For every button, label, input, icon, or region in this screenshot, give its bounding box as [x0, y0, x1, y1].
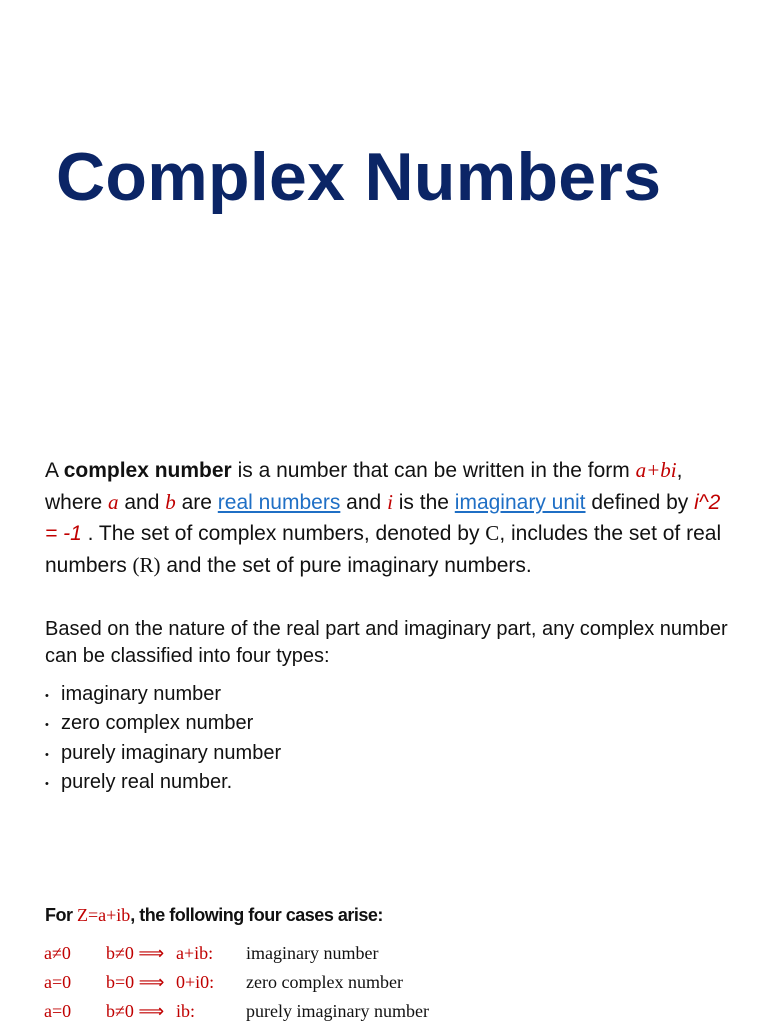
text: defined by — [585, 490, 695, 514]
page-title: Complex Numbers — [56, 139, 662, 215]
set-c: C — [485, 521, 500, 546]
bullet-icon: • — [45, 777, 49, 790]
text: and the set of pure imaginary numbers. — [160, 553, 532, 577]
cases-heading — [45, 905, 383, 926]
text: For — [45, 905, 77, 925]
term-complex-number: complex number — [63, 459, 232, 482]
text: and — [118, 490, 166, 514]
link-imaginary-unit[interactable]: imaginary unit — [454, 490, 586, 514]
form-expression: a+bi — [635, 458, 677, 482]
case-b-condition: b=0 ⟹ — [106, 972, 165, 992]
case-a-condition: a=0 — [44, 1001, 72, 1021]
bullet-icon: • — [45, 748, 49, 761]
case-result: a+ib: — [176, 943, 214, 963]
case-description: zero complex number — [246, 972, 403, 992]
variable-i: i — [387, 489, 393, 514]
text: is the — [392, 490, 455, 514]
list-item — [45, 709, 281, 738]
types-list — [45, 680, 281, 797]
text: A — [45, 459, 64, 482]
list-item-label: purely real number. — [61, 770, 233, 793]
case-result: ib: — [176, 1001, 196, 1021]
set-r: (R) — [132, 552, 161, 577]
text: are — [175, 490, 218, 514]
list-item-label: purely imaginary number — [61, 741, 282, 764]
classification-paragraph: Based on the nature of the real part and imaginary part, any complex number can be classified into four types: — [45, 618, 728, 667]
variable-a: a — [108, 489, 119, 514]
list-item — [45, 768, 281, 797]
text: , the following four cases arise: — [130, 905, 383, 925]
definition-paragraph — [45, 455, 735, 581]
list-item-label: imaginary number — [61, 683, 222, 705]
case-a-condition: a=0 — [44, 972, 72, 992]
list-item-label: zero complex number — [61, 712, 254, 735]
case-a-condition: a≠0 — [44, 943, 71, 963]
text: is a number that can be written in the form — [231, 459, 636, 482]
case-result: 0+i0: — [176, 972, 215, 992]
case-b-condition: b≠0 ⟹ — [106, 1001, 165, 1021]
text: , where — [45, 459, 683, 514]
bullet-icon: • — [45, 690, 49, 702]
text: , includes the set of real numbers — [45, 522, 722, 577]
list-item — [45, 739, 281, 768]
case-description: imaginary number — [246, 943, 379, 963]
text: and — [340, 490, 388, 514]
variable-b: b — [165, 489, 176, 514]
bullet-icon: • — [45, 719, 49, 732]
case-b-condition: b≠0 ⟹ — [106, 943, 165, 963]
case-description: purely imaginary number — [246, 1001, 429, 1021]
text: . The set of complex numbers, denoted by — [81, 522, 486, 546]
link-real-numbers[interactable]: real numbers — [217, 490, 341, 514]
equation-i-squared: i^2 = -1 — [45, 490, 721, 546]
list-item — [45, 680, 281, 709]
z-expression: Z=a+ib — [77, 905, 131, 925]
